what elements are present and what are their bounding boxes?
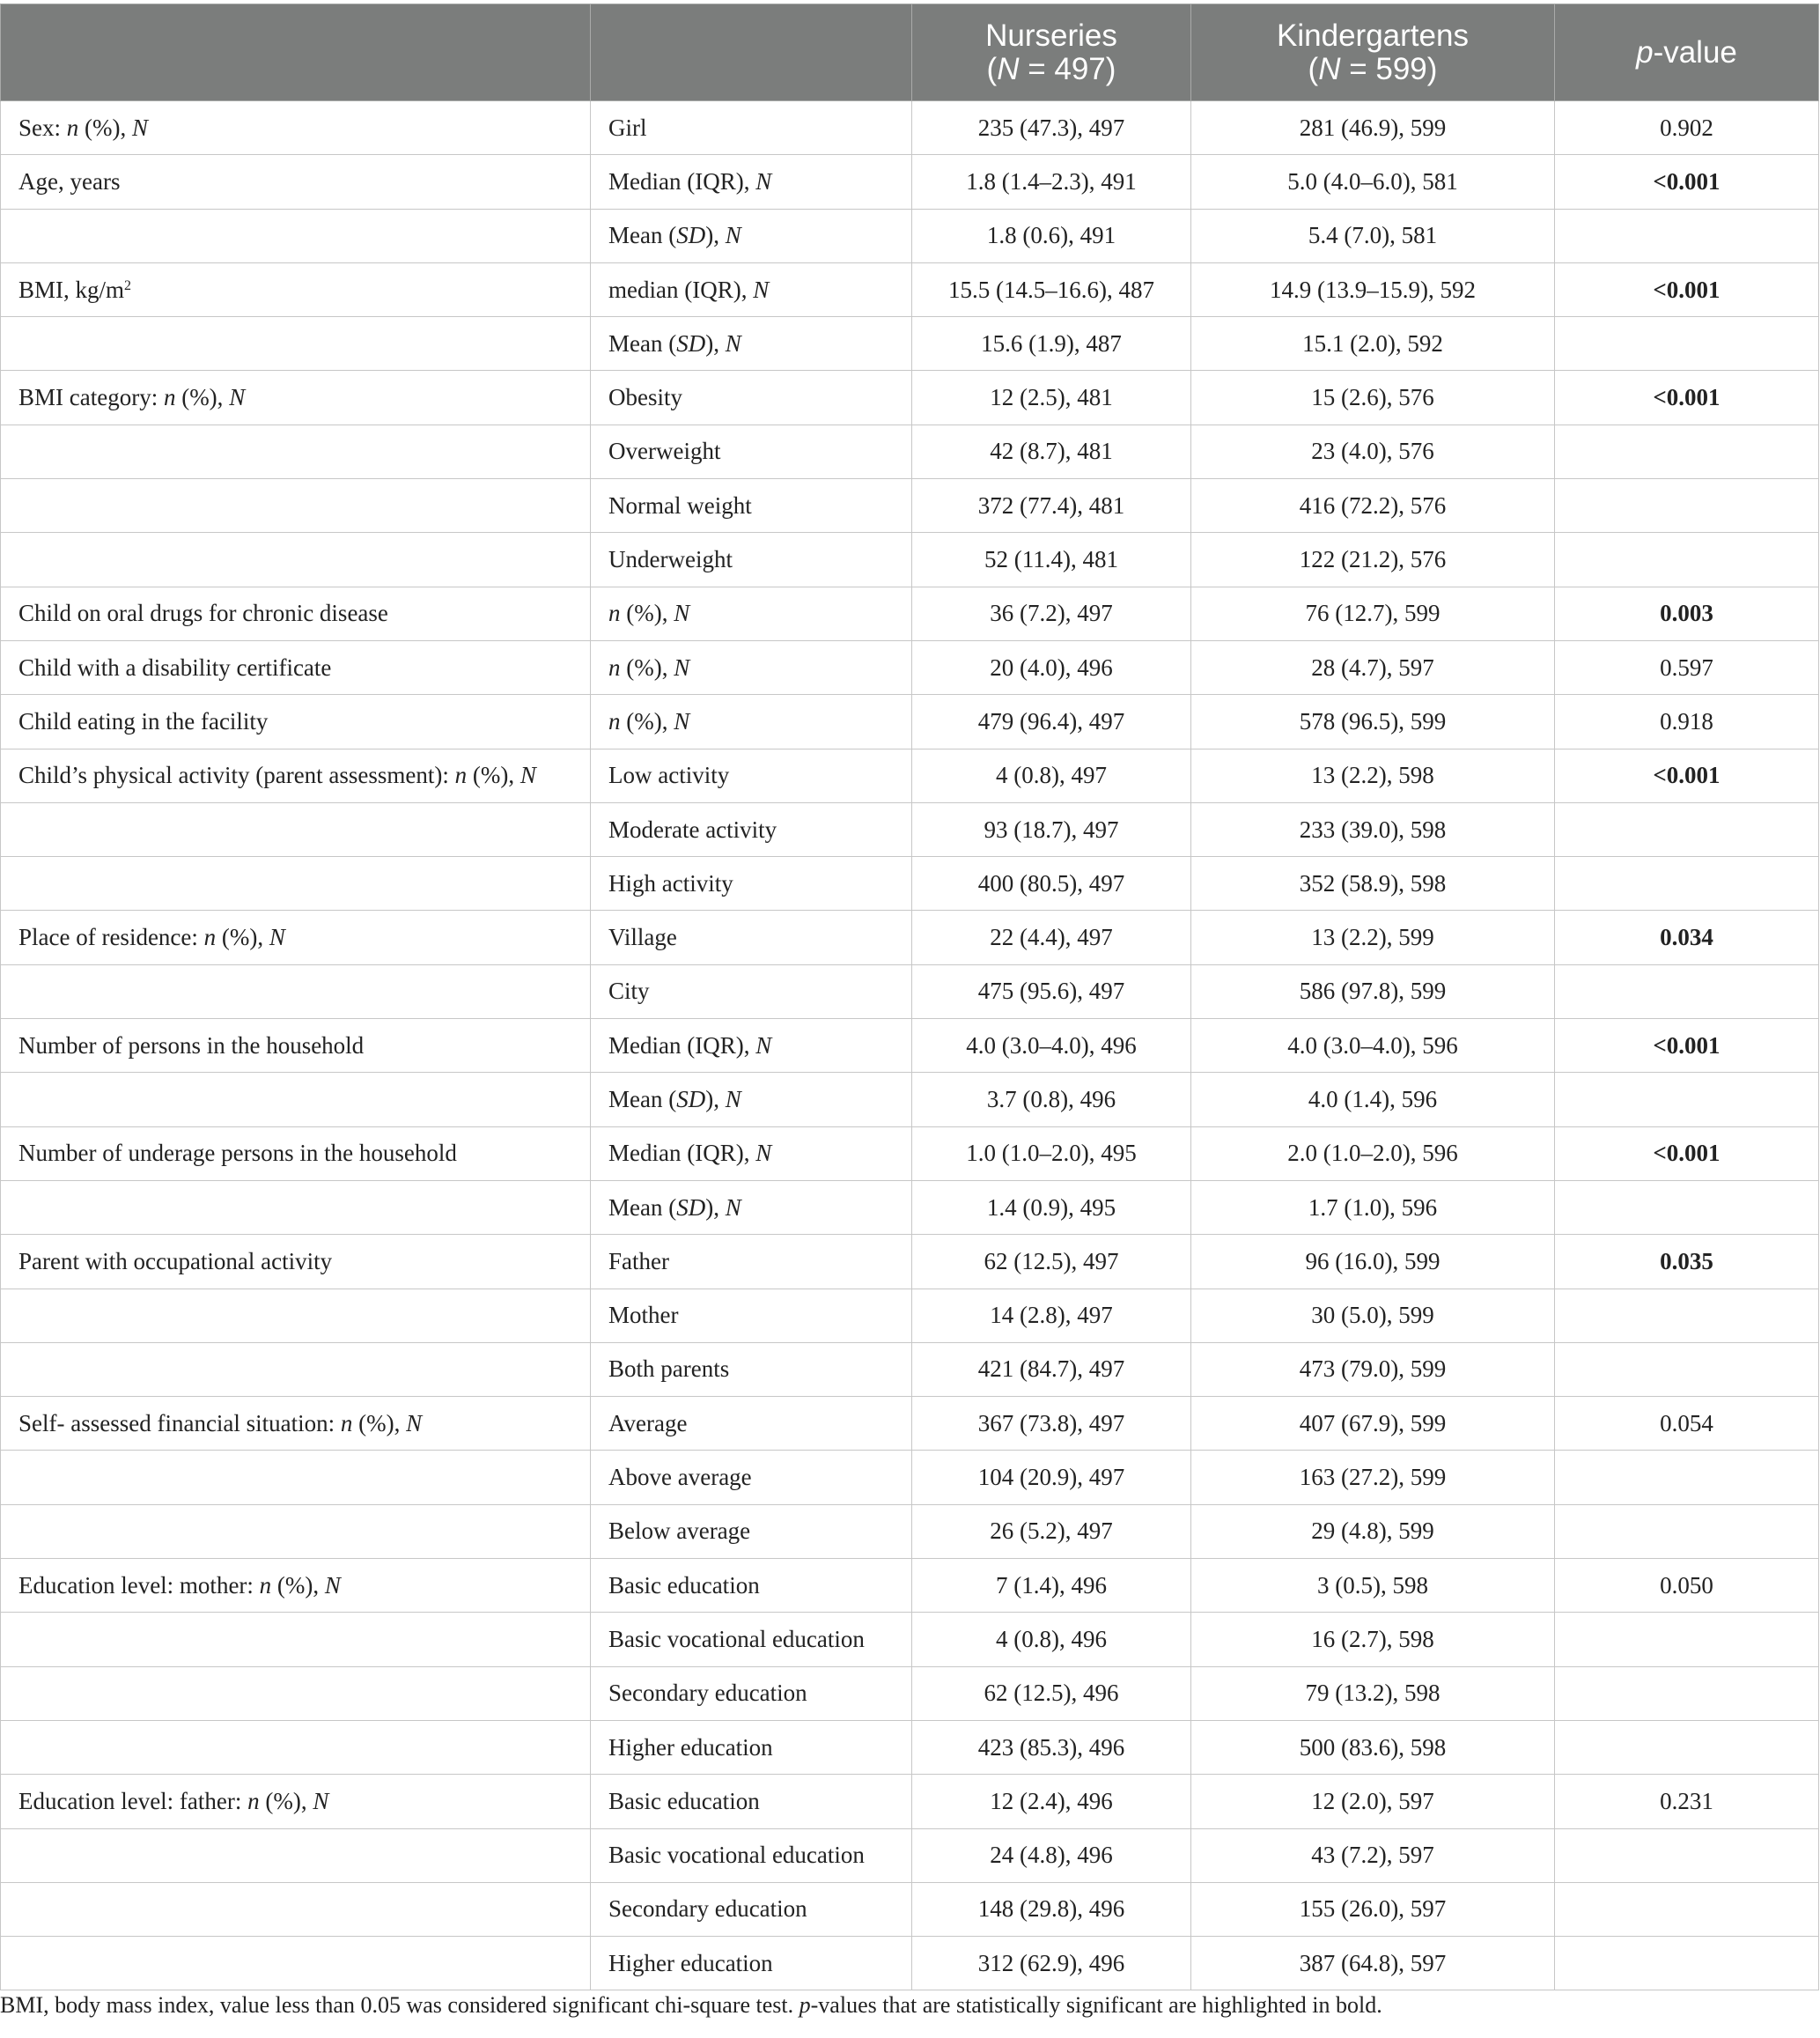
row-subcategory: Higher education xyxy=(591,1937,912,1990)
table-row xyxy=(1,1937,1819,1990)
row-subcategory: Overweight xyxy=(591,425,912,478)
p-value xyxy=(1555,1180,1819,1234)
row-subcategory: Both parents xyxy=(591,1342,912,1396)
table-row xyxy=(1,371,1819,425)
nurseries-value: 104 (20.9), 497 xyxy=(912,1451,1191,1504)
header-variable xyxy=(1,4,591,101)
row-subcategory: Mean (SD), N xyxy=(591,1180,912,1234)
p-value xyxy=(1555,1073,1819,1126)
nurseries-value: 20 (4.0), 496 xyxy=(912,640,1191,694)
nurseries-value: 3.7 (0.8), 496 xyxy=(912,1073,1191,1126)
kindergartens-value: 416 (72.2), 576 xyxy=(1191,479,1555,533)
kindergartens-value: 473 (79.0), 599 xyxy=(1191,1342,1555,1396)
header-nurseries xyxy=(912,4,1191,101)
row-subcategory: Low activity xyxy=(591,749,912,802)
kindergartens-value: 1.7 (1.0), 596 xyxy=(1191,1180,1555,1234)
p-value: <0.001 xyxy=(1555,155,1819,209)
row-subcategory: n (%), N xyxy=(591,695,912,749)
row-label xyxy=(1,964,591,1018)
row-subcategory: Normal weight xyxy=(591,479,912,533)
table-row xyxy=(1,1180,1819,1234)
row-label: Education level: mother: n (%), N xyxy=(1,1559,591,1613)
nurseries-value: 367 (73.8), 497 xyxy=(912,1397,1191,1451)
table-row xyxy=(1,1235,1819,1289)
table-row xyxy=(1,1126,1819,1180)
kindergartens-value: 96 (16.0), 599 xyxy=(1191,1235,1555,1289)
row-label xyxy=(1,1882,591,1936)
nurseries-value: 52 (11.4), 481 xyxy=(912,533,1191,587)
nurseries-value: 312 (62.9), 496 xyxy=(912,1937,1191,1990)
kindergartens-value: 4.0 (1.4), 596 xyxy=(1191,1073,1555,1126)
p-value: <0.001 xyxy=(1555,749,1819,802)
row-subcategory: Secondary education xyxy=(591,1666,912,1720)
nurseries-value: 15.5 (14.5–16.6), 487 xyxy=(912,262,1191,316)
p-value xyxy=(1555,1504,1819,1558)
nurseries-value: 7 (1.4), 496 xyxy=(912,1559,1191,1613)
row-label xyxy=(1,479,591,533)
table-row xyxy=(1,640,1819,694)
footnote-text: BMI, body mass index, value less than 0.05 was considered significant chi-square test. p-values that are statistically significant are highlighted in bold. xyxy=(0,1992,1382,2018)
kindergartens-value: 500 (83.6), 598 xyxy=(1191,1720,1555,1774)
row-subcategory: Basic education xyxy=(591,1775,912,1828)
table-row xyxy=(1,209,1819,262)
row-subcategory: n (%), N xyxy=(591,587,912,640)
p-value xyxy=(1555,1289,1819,1342)
p-value xyxy=(1555,479,1819,533)
table-row xyxy=(1,1613,1819,1666)
p-value xyxy=(1555,209,1819,262)
nurseries-value: 14 (2.8), 497 xyxy=(912,1289,1191,1342)
row-label: Child eating in the facility xyxy=(1,695,591,749)
table-row xyxy=(1,155,1819,209)
p-value: 0.902 xyxy=(1555,101,1819,155)
kindergartens-value: 14.9 (13.9–15.9), 592 xyxy=(1191,262,1555,316)
kindergartens-value: 578 (96.5), 599 xyxy=(1191,695,1555,749)
kindergartens-value: 30 (5.0), 599 xyxy=(1191,1289,1555,1342)
kindergartens-value: 4.0 (3.0–4.0), 596 xyxy=(1191,1019,1555,1073)
table-row xyxy=(1,1882,1819,1936)
row-subcategory: Underweight xyxy=(591,533,912,587)
row-subcategory: Girl xyxy=(591,101,912,155)
table-row xyxy=(1,911,1819,964)
row-label: BMI, $kg/m^2$ xyxy=(1,262,591,316)
nurseries-value: 93 (18.7), 497 xyxy=(912,802,1191,856)
p-value xyxy=(1555,1720,1819,1774)
nurseries-value: 423 (85.3), 496 xyxy=(912,1720,1191,1774)
row-label: Education level: father: n (%), N xyxy=(1,1775,591,1828)
table-row xyxy=(1,1073,1819,1126)
row-subcategory: Median (IQR), N xyxy=(591,155,912,209)
row-subcategory: Median (IQR), N xyxy=(591,1126,912,1180)
table-row xyxy=(1,857,1819,911)
nurseries-value: 4 (0.8), 497 xyxy=(912,749,1191,802)
row-subcategory: Average xyxy=(591,1397,912,1451)
nurseries-value: 400 (80.5), 497 xyxy=(912,857,1191,911)
row-label xyxy=(1,1828,591,1882)
nurseries-value: 15.6 (1.9), 487 xyxy=(912,317,1191,371)
row-label xyxy=(1,1342,591,1396)
p-value xyxy=(1555,1828,1819,1882)
nurseries-value: 12 (2.5), 481 xyxy=(912,371,1191,425)
row-label xyxy=(1,317,591,371)
table-row xyxy=(1,425,1819,478)
nurseries-value: 148 (29.8), 496 xyxy=(912,1882,1191,1936)
p-value xyxy=(1555,533,1819,587)
p-value xyxy=(1555,964,1819,1018)
row-label: Number of persons in the household xyxy=(1,1019,591,1073)
header-nurseries-n: (N = 497) xyxy=(986,51,1116,86)
table-row xyxy=(1,533,1819,587)
table-row xyxy=(1,1451,1819,1504)
p-value: 0.034 xyxy=(1555,911,1819,964)
nurseries-value: 62 (12.5), 496 xyxy=(912,1666,1191,1720)
header-subcategory xyxy=(591,4,912,101)
nurseries-value: 1.8 (0.6), 491 xyxy=(912,209,1191,262)
kindergartens-value: 5.0 (4.0–6.0), 581 xyxy=(1191,155,1555,209)
row-subcategory: Mean (SD), N xyxy=(591,317,912,371)
header-pvalue xyxy=(1555,4,1819,101)
row-label: Child’s physical activity (parent assessment): n (%), N xyxy=(1,749,591,802)
p-value xyxy=(1555,1451,1819,1504)
nurseries-value: 62 (12.5), 497 xyxy=(912,1235,1191,1289)
header-kindergartens xyxy=(1191,4,1555,101)
row-label xyxy=(1,425,591,478)
table-row xyxy=(1,1504,1819,1558)
table-row xyxy=(1,1019,1819,1073)
nurseries-value: 4 (0.8), 496 xyxy=(912,1613,1191,1666)
kindergartens-value: 3 (0.5), 598 xyxy=(1191,1559,1555,1613)
table-row xyxy=(1,1559,1819,1613)
nurseries-value: 1.0 (1.0–2.0), 495 xyxy=(912,1126,1191,1180)
row-label xyxy=(1,802,591,856)
p-value xyxy=(1555,1342,1819,1396)
row-subcategory: Higher education xyxy=(591,1720,912,1774)
nurseries-value: 235 (47.3), 497 xyxy=(912,101,1191,155)
table-row xyxy=(1,964,1819,1018)
table-row xyxy=(1,1666,1819,1720)
table-row xyxy=(1,1828,1819,1882)
kindergartens-value: 43 (7.2), 597 xyxy=(1191,1828,1555,1882)
header-kindergartens-label: Kindergartens xyxy=(1277,18,1469,53)
row-subcategory: Secondary education xyxy=(591,1882,912,1936)
kindergartens-value: 13 (2.2), 599 xyxy=(1191,911,1555,964)
kindergartens-value: 13 (2.2), 598 xyxy=(1191,749,1555,802)
header-kindergartens-n: (N = 599) xyxy=(1308,51,1438,86)
row-label xyxy=(1,857,591,911)
p-value: 0.597 xyxy=(1555,640,1819,694)
table-row xyxy=(1,101,1819,155)
row-label xyxy=(1,1289,591,1342)
row-label: Self- assessed financial situation: n (%), N xyxy=(1,1397,591,1451)
kindergartens-value: 76 (12.7), 599 xyxy=(1191,587,1555,640)
table-row xyxy=(1,1720,1819,1774)
row-subcategory: Mean (SD), N xyxy=(591,209,912,262)
row-subcategory: Basic education xyxy=(591,1559,912,1613)
row-subcategory: Above average xyxy=(591,1451,912,1504)
kindergartens-value: 2.0 (1.0–2.0), 596 xyxy=(1191,1126,1555,1180)
kindergartens-value: 15 (2.6), 576 xyxy=(1191,371,1555,425)
kindergartens-value: 16 (2.7), 598 xyxy=(1191,1613,1555,1666)
p-value: 0.231 xyxy=(1555,1775,1819,1828)
p-value xyxy=(1555,1613,1819,1666)
row-label: Child with a disability certificate xyxy=(1,640,591,694)
row-label xyxy=(1,533,591,587)
row-subcategory: Village xyxy=(591,911,912,964)
p-value: <0.001 xyxy=(1555,1019,1819,1073)
table-row xyxy=(1,1397,1819,1451)
table-row xyxy=(1,695,1819,749)
row-label: Sex: n (%), N xyxy=(1,101,591,155)
nurseries-value: 475 (95.6), 497 xyxy=(912,964,1191,1018)
p-value: 0.050 xyxy=(1555,1559,1819,1613)
row-subcategory: Median (IQR), N xyxy=(591,1019,912,1073)
kindergartens-value: 29 (4.8), 599 xyxy=(1191,1504,1555,1558)
nurseries-value: 36 (7.2), 497 xyxy=(912,587,1191,640)
row-label xyxy=(1,1720,591,1774)
p-value: 0.035 xyxy=(1555,1235,1819,1289)
kindergartens-value: 79 (13.2), 598 xyxy=(1191,1666,1555,1720)
row-label xyxy=(1,1504,591,1558)
row-label: BMI category: n (%), N xyxy=(1,371,591,425)
p-value xyxy=(1555,1666,1819,1720)
nurseries-value: 1.4 (0.9), 495 xyxy=(912,1180,1191,1234)
row-label xyxy=(1,1937,591,1990)
kindergartens-value: 281 (46.9), 599 xyxy=(1191,101,1555,155)
p-value: 0.918 xyxy=(1555,695,1819,749)
p-value xyxy=(1555,1882,1819,1936)
kindergartens-value: 352 (58.9), 598 xyxy=(1191,857,1555,911)
row-subcategory: Obesity xyxy=(591,371,912,425)
header-pvalue-label: p-value xyxy=(1636,34,1737,70)
kindergartens-value: 233 (39.0), 598 xyxy=(1191,802,1555,856)
table-row xyxy=(1,1342,1819,1396)
row-subcategory: Basic vocational education xyxy=(591,1613,912,1666)
header-row xyxy=(1,4,1819,101)
table-row xyxy=(1,317,1819,371)
row-subcategory: n (%), N xyxy=(591,640,912,694)
p-value: 0.054 xyxy=(1555,1397,1819,1451)
row-label: Number of underage persons in the household xyxy=(1,1126,591,1180)
table-header xyxy=(1,4,1819,101)
row-label xyxy=(1,1451,591,1504)
table-footnote xyxy=(0,1992,1814,2019)
p-value: <0.001 xyxy=(1555,371,1819,425)
row-subcategory: Basic vocational education xyxy=(591,1828,912,1882)
kindergartens-value: 15.1 (2.0), 592 xyxy=(1191,317,1555,371)
characteristics-table xyxy=(0,4,1819,1990)
nurseries-value: 26 (5.2), 497 xyxy=(912,1504,1191,1558)
nurseries-value: 479 (96.4), 497 xyxy=(912,695,1191,749)
p-value xyxy=(1555,802,1819,856)
kindergartens-value: 407 (67.9), 599 xyxy=(1191,1397,1555,1451)
kindergartens-value: 5.4 (7.0), 581 xyxy=(1191,209,1555,262)
row-label xyxy=(1,1666,591,1720)
p-value xyxy=(1555,425,1819,478)
row-label: Place of residence: n (%), N xyxy=(1,911,591,964)
row-subcategory: High activity xyxy=(591,857,912,911)
kindergartens-value: 155 (26.0), 597 xyxy=(1191,1882,1555,1936)
kindergartens-value: 28 (4.7), 597 xyxy=(1191,640,1555,694)
nurseries-value: 4.0 (3.0–4.0), 496 xyxy=(912,1019,1191,1073)
kindergartens-value: 387 (64.8), 597 xyxy=(1191,1937,1555,1990)
row-subcategory: Below average xyxy=(591,1504,912,1558)
row-label: Child on oral drugs for chronic disease xyxy=(1,587,591,640)
table-row xyxy=(1,587,1819,640)
row-subcategory: Mean (SD), N xyxy=(591,1073,912,1126)
p-value: 0.003 xyxy=(1555,587,1819,640)
row-label xyxy=(1,1180,591,1234)
row-subcategory: City xyxy=(591,964,912,1018)
table-row xyxy=(1,1289,1819,1342)
row-label xyxy=(1,1073,591,1126)
kindergartens-value: 586 (97.8), 599 xyxy=(1191,964,1555,1018)
row-subcategory: median (IQR), N xyxy=(591,262,912,316)
kindergartens-value: 23 (4.0), 576 xyxy=(1191,425,1555,478)
table-row xyxy=(1,749,1819,802)
kindergartens-value: 163 (27.2), 599 xyxy=(1191,1451,1555,1504)
p-value xyxy=(1555,1937,1819,1990)
nurseries-value: 24 (4.8), 496 xyxy=(912,1828,1191,1882)
table-row xyxy=(1,262,1819,316)
nurseries-value: 12 (2.4), 496 xyxy=(912,1775,1191,1828)
row-subcategory: Moderate activity xyxy=(591,802,912,856)
row-label: Age, years xyxy=(1,155,591,209)
row-subcategory: Mother xyxy=(591,1289,912,1342)
nurseries-value: 42 (8.7), 481 xyxy=(912,425,1191,478)
p-value xyxy=(1555,317,1819,371)
p-value: <0.001 xyxy=(1555,262,1819,316)
p-value: <0.001 xyxy=(1555,1126,1819,1180)
table-row xyxy=(1,1775,1819,1828)
table-body xyxy=(1,101,1819,1990)
nurseries-value: 22 (4.4), 497 xyxy=(912,911,1191,964)
row-subcategory: Father xyxy=(591,1235,912,1289)
row-label xyxy=(1,209,591,262)
table-row xyxy=(1,479,1819,533)
nurseries-value: 1.8 (1.4–2.3), 491 xyxy=(912,155,1191,209)
p-value xyxy=(1555,857,1819,911)
nurseries-value: 421 (84.7), 497 xyxy=(912,1342,1191,1396)
header-nurseries-label: Nurseries xyxy=(985,18,1117,53)
nurseries-value: 372 (77.4), 481 xyxy=(912,479,1191,533)
kindergartens-value: 122 (21.2), 576 xyxy=(1191,533,1555,587)
table-row xyxy=(1,802,1819,856)
row-label xyxy=(1,1613,591,1666)
kindergartens-value: 12 (2.0), 597 xyxy=(1191,1775,1555,1828)
row-label: Parent with occupational activity xyxy=(1,1235,591,1289)
